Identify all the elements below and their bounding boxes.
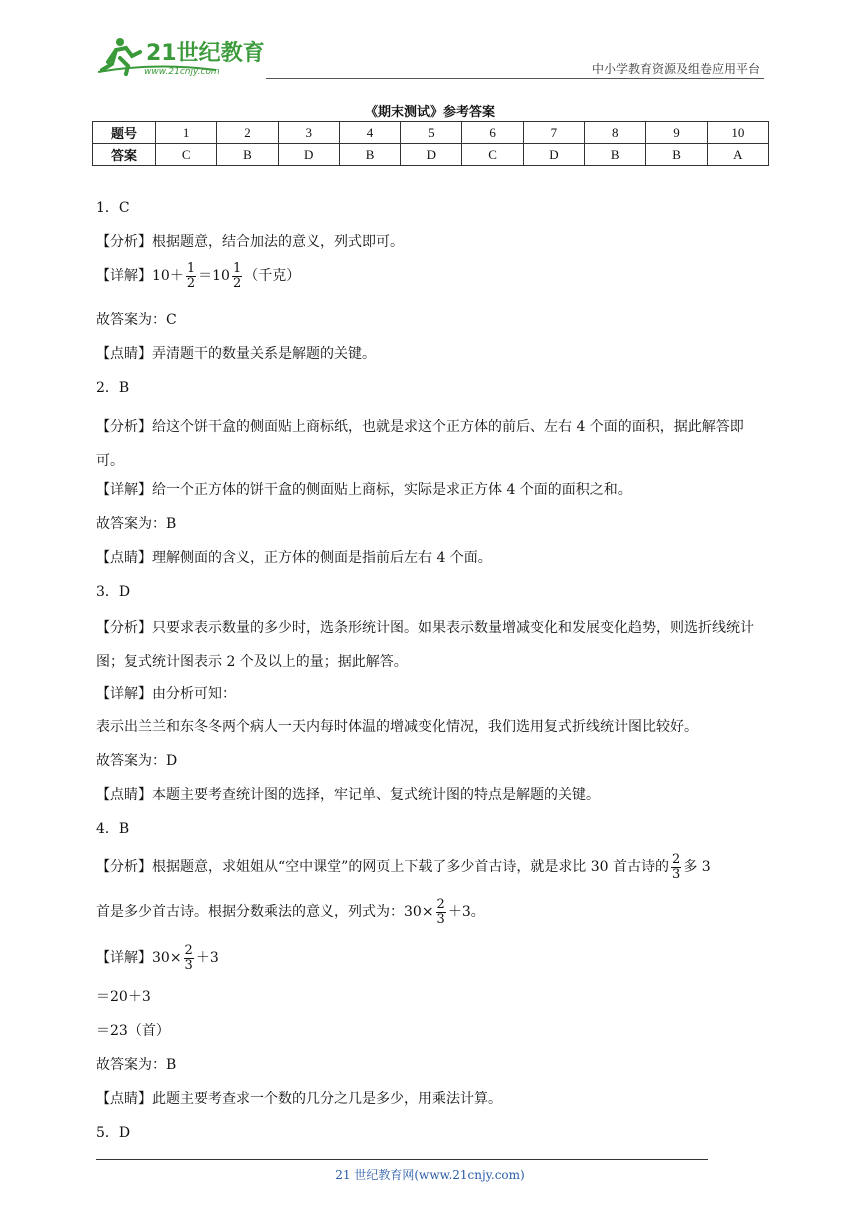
analysis-part: 多 3: [683, 859, 711, 875]
table-cell: 10: [707, 122, 768, 144]
table-cell: 5: [401, 122, 462, 144]
answer-table: [92, 121, 769, 166]
fraction: $\frac{2}{3}$: [184, 942, 193, 973]
calc-step: ＝20＋3: [96, 989, 151, 1005]
table-cell: B: [646, 144, 707, 166]
detail-text: 表示出兰兰和东冬冬两个病人一天内每时体温的增减变化情况，我们选用复式折线统计图比较好。: [96, 719, 698, 735]
table-cell: 1: [156, 122, 217, 144]
header-divider: [266, 78, 764, 79]
table-cell: B: [339, 144, 400, 166]
footer-divider: [96, 1159, 708, 1160]
table-cell: B: [585, 144, 646, 166]
analysis-text: 【分析】根据题意，结合加法的意义，列式即可。: [96, 234, 404, 250]
answer-text: 故答案为：B: [96, 516, 177, 532]
detail-text: 【详解】给一个正方体的饼干盒的侧面贴上商标，实际是求正方体 4 个面的面积之和。: [96, 482, 632, 498]
table-cell: 8: [585, 122, 646, 144]
table-cell: C: [462, 144, 523, 166]
table-cell: 7: [523, 122, 584, 144]
footer-link[interactable]: 21 世纪教育网(www.21cnjy.com): [335, 1168, 525, 1182]
table-row-numbers: [93, 122, 769, 144]
page-title: 《期末测试》参考答案: [364, 105, 495, 120]
table-cell: 6: [462, 122, 523, 144]
table-cell: D: [401, 144, 462, 166]
question-heading: 1．C: [96, 200, 130, 216]
answer-text: 故答案为：C: [96, 312, 177, 328]
question-heading: 5．D: [96, 1125, 131, 1141]
key-point-text: 【点睛】理解侧面的含义，正方体的侧面是指前后左右 4 个面。: [96, 550, 492, 566]
fraction: $\frac{2}{3}$: [672, 851, 681, 882]
analysis-text: [96, 892, 485, 932]
row-label-answer: 答案: [93, 144, 156, 166]
row-label-number: 题号: [93, 122, 156, 144]
logo-url: www.21cnjy.com: [144, 67, 220, 77]
calc-step: ＝23（首）: [96, 1023, 170, 1039]
question-heading: 3．D: [96, 584, 131, 600]
platform-label: 中小学教育资源及组卷应用平台: [591, 62, 760, 76]
fraction: $\frac{2}{3}$: [436, 896, 445, 927]
detail-part: ＋3: [195, 950, 219, 966]
question-heading: 4．B: [96, 821, 130, 837]
detail-text: 【详解】由分析可知：: [96, 686, 236, 702]
answer-text: 故答案为：D: [96, 753, 178, 769]
logo-text: 21世纪教育: [146, 41, 265, 66]
table-cell: 9: [646, 122, 707, 144]
table-row-answers: [93, 144, 769, 166]
table-cell: D: [523, 144, 584, 166]
detail-text: [96, 258, 300, 294]
question-heading: 2．B: [96, 380, 130, 396]
detail-text: [96, 938, 219, 978]
analysis-text: [96, 847, 711, 887]
table-cell: 4: [339, 122, 400, 144]
table-cell: C: [156, 144, 217, 166]
table-cell: A: [707, 144, 768, 166]
analysis-text: 【分析】只要求表示数量的多少时，选条形统计图。如果表示数量增减变化和发展变化趋势，则选折线统计图；复式统计图表示 2 个及以上的量；据此解答。: [96, 620, 754, 670]
detail-part: 【详解】30×: [96, 950, 182, 966]
fraction: $\frac{1}{2}$: [186, 260, 196, 291]
analysis-part: ＋3。: [447, 904, 485, 920]
detail-suffix: （千克）: [244, 268, 301, 284]
analysis-text: 【分析】给这个饼干盒的侧面贴上商标纸，也就是求这个正方体的前后、左右 4 个面的面积，据此解答即可。: [96, 419, 744, 469]
logo: [96, 32, 266, 78]
key-point-text: 【点睛】弄清题干的数量关系是解题的关键。: [96, 346, 376, 362]
analysis-part: 【分析】根据题意，求姐姐从“空中课堂”的网页上下载了多少首古诗，就是求比 30 首古诗的: [96, 859, 670, 875]
fraction: $\frac{1}{2}$: [232, 260, 242, 291]
table-cell: 3: [278, 122, 339, 144]
key-point-text: 【点睛】此题主要考查求一个数的几分之几是多少，用乘法计算。: [96, 1091, 502, 1107]
table-cell: B: [217, 144, 278, 166]
detail-prefix: 【详解】10＋: [96, 268, 184, 284]
detail-mid: ＝10: [198, 268, 230, 284]
table-cell: 2: [217, 122, 278, 144]
page-header: [96, 32, 764, 80]
analysis-part: 首是多少首古诗。根据分数乘法的意义，列式为：30×: [96, 904, 434, 920]
key-point-text: 【点睛】本题主要考查统计图的选择，牢记单、复式统计图的特点是解题的关键。: [96, 787, 600, 803]
table-cell: D: [278, 144, 339, 166]
answer-text: 故答案为：B: [96, 1057, 177, 1073]
